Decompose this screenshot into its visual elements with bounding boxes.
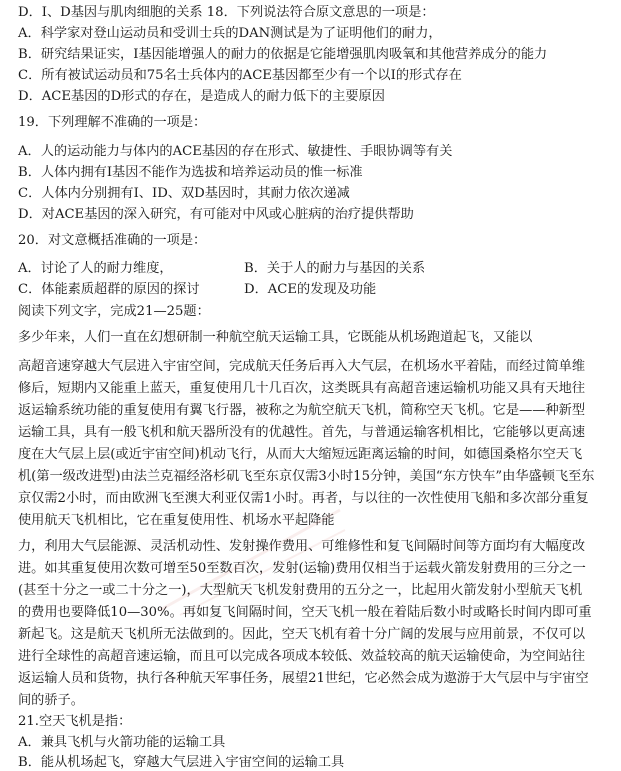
passage-line: 运输工具，具有一般飞机和航天器所没有的优越性。首先，与普通运输客机相比，它能够以更高速 [18,425,586,440]
question-20-option-d: D．ACE的发现及功能 [244,282,377,297]
question-19-option: B．人体内拥有Ⅰ基因不能作为选拔和培养运动员的惟一标准 [18,165,363,180]
question-21-option: A．兼具飞机与火箭功能的运输工具 [18,735,226,750]
passage-line: 进行全球性的高超音速运输，而且可以完成各项成本较低、效益较高的航天运输使命，为空间站往 [18,649,586,664]
passage-line: 机(第一级改进型)由法兰克福经洛杉矶飞至东京仅需3小时15分钟，美国“东方快车”由华盛顿飞至东 [18,469,595,484]
passage-line: 度在大气层上层(或近宇宙空间)机动飞行，从而大大缩短远距离运输的时间，如德国桑格尔空天飞 [18,447,583,462]
question-20-title: 20．对文意概括准确的一项是： [18,233,207,248]
passage-line: 间的骄子。 [18,693,84,708]
question-21-option: B．能从机场起飞，穿越大气层进入宇宙空间的运输工具 [18,755,345,770]
reading-intro: 阅读下列文字，完成21—25题： [18,304,210,319]
question-19-title: 19．下列理解不准确的一项是： [18,115,207,130]
question-20-option-a: A．讨论了人的耐力维度， [18,261,173,276]
passage-line: 的费用也要降低10—30%。再如复飞间隔时间，空天飞机一般在着陆后数小时或略长时间内即可重 [18,605,592,620]
question-21-title: 21.空天飞机是指： [18,714,132,729]
question-19-option: A．人的运动能力与体内的ACE基因的存在形式、敏捷性、手眼协调等有关 [18,144,453,159]
passage-line: 京仅需2小时，而由欧洲飞至澳大利亚仅需1小时。再者，与以往的一次性使用飞船和多次部分重复 [18,491,589,506]
text-line: A．科学家对登山运动员和受训士兵的DAN测试是为了证明他们的耐力， [18,26,442,41]
passage-first-line: 多少年来，人们一直在幻想研制一种航空航天运输工具，它既能从机场跑道起飞，又能以 [18,330,533,345]
text-line: D．Ⅰ、D基因与肌肉细胞的关系 18．下列说法符合原文意思的一项是： [18,5,435,20]
passage-line: (甚至十分之一或二十分之一)，大型航天飞机发射费用的五分之一，比起用火箭发射小型航天飞机 [18,583,583,598]
text-line: C．所有被试运动员和75名士兵体内的ACE基因都至少有一个以Ⅰ的形式存在 [18,68,462,83]
passage-line: 高超音速穿越大气层进入宇宙空间，完成航天任务后再入大气层，在机场水平着陆，而经过简单维 [18,359,586,374]
passage-line: 返运输系统功能的重复使用有翼飞行器，被称之为航空航天飞机，简称空天飞机。它是——种新型 [18,403,586,418]
passage-line: 使用航天飞机相比，它在重复使用性、机场水平起降能 [18,513,335,528]
passage-line: 力，利用大气层能源、灵活机动性、发射操作费用、可维修性和复飞间隔时间等方面均有大幅度改 [18,539,586,554]
passage-line: 返运输人员和货物，执行各种航天军事任务，展望21世纪，它必然会成为遨游于大气层中与宇宙空 [18,671,589,686]
text-line: D．ACE基因的D形式的存在，是造成人的耐力低下的主要原因 [18,89,385,104]
passage-line: 新起飞。这是航天飞机所无法做到的。因此，空天飞机有着十分广阔的发展与应用前景，不仅可以 [18,627,586,642]
question-20-option-b: B．关于人的耐力与基因的关系 [244,261,426,276]
text-line: B．研究结果证实，Ⅰ基因能增强人的耐力的依据是它能增强肌肉吸氧和其他营养成分的能力 [18,47,548,62]
question-19-option: D．对ACE基因的深入研究，有可能对中风或心脏病的治疗提供帮助 [18,207,414,222]
passage-line: 修后，短期内又能重上蓝天，重复使用几十几百次，这类既具有高超音速运输机功能又具有天地往 [18,381,586,396]
question-19-option: C．人体内分别拥有Ⅰ、ID、双D基因时，其耐力依次递减 [18,186,350,201]
passage-line: 进。如其重复使用次数可增至50至数百次，发射(运输)费用仅相当于运载火箭发射费用的三分之一 [18,561,586,576]
question-20-option-c: C．体能素质超群的原因的探讨 [18,282,200,297]
